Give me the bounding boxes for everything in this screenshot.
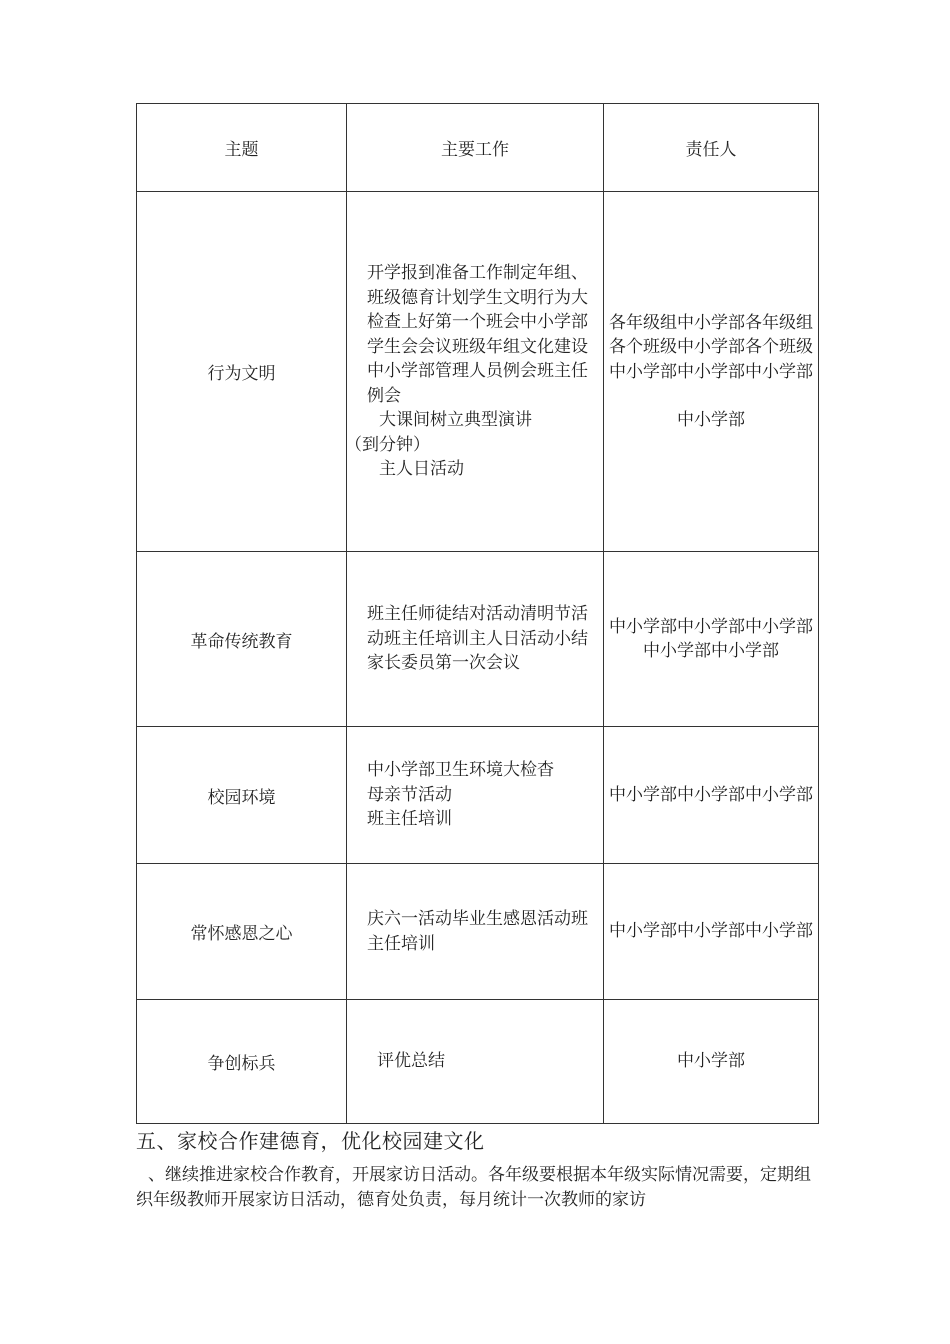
work-line: 母亲节活动 [367, 784, 452, 805]
row-theme: 校园环境 [137, 727, 347, 864]
row-work [347, 727, 604, 864]
row-resp: 中小学部中小学部中小学部中小学部中小学部 [604, 552, 819, 727]
row-work: 班主任师徒结对活动清明节活动班主任培训主人日活动小结家长委员第一次会议 [347, 552, 604, 727]
row-resp: 中小学部中小学部中小学部 [604, 727, 819, 864]
row-theme: 常怀感恩之心 [137, 864, 347, 1000]
paragraph-text: 、继续推进家校合作教育，开展家访日活动。各年级要根据本年级实际情况需要，定期组织年级教师开展家访日活动，德育处负责，每月统计一次教师的家访 [136, 1165, 811, 1210]
row-resp [604, 192, 819, 552]
work-main: 开学报到准备工作制定年组、班级德育计划学生文明行为大检查上好第一个班会中小学部学生会会议班级年组文化建设中小学部管理人员例会班主任例会 [367, 263, 588, 406]
table-row [137, 864, 819, 1000]
header-theme: 主题 [137, 104, 347, 192]
row-resp: 中小学部 [604, 1000, 819, 1124]
work-line: 班主任培训 [367, 809, 452, 830]
header-resp: 责任人 [604, 104, 819, 192]
row-work: 庆六一活动毕业生感恩活动班主任培训 [347, 864, 604, 1000]
table-row [137, 1000, 819, 1124]
table-row [137, 552, 819, 727]
row-work: 评优总结 [347, 1000, 604, 1124]
section-paragraph [136, 1163, 818, 1213]
work-sub: 主人日活动 [379, 459, 464, 480]
work-line: 中小学部卫生环境大检杳 [367, 760, 554, 781]
row-work [347, 192, 604, 552]
work-sub: （到分钟） [345, 434, 430, 455]
row-theme: 革命传统教育 [137, 552, 347, 727]
table-row [137, 192, 819, 552]
work-sub: 大课间树立典型演讲 [379, 410, 532, 431]
row-theme: 行为文明 [137, 192, 347, 552]
header-work: 主要工作 [347, 104, 604, 192]
table-row [137, 727, 819, 864]
header-row [137, 104, 819, 192]
resp-extra: 中小学部 [677, 410, 745, 430]
schedule-table [136, 103, 819, 1124]
section-heading: 五、家校合作建德育，优化校园建文化 [136, 1129, 485, 1153]
row-resp: 中小学部中小学部中小学部 [604, 864, 819, 1000]
row-theme: 争创标兵 [137, 1000, 347, 1124]
resp-main: 各年级组中小学部各年级组各个班级中小学部各个班级中小学部中小学部中小学部 [609, 312, 813, 382]
